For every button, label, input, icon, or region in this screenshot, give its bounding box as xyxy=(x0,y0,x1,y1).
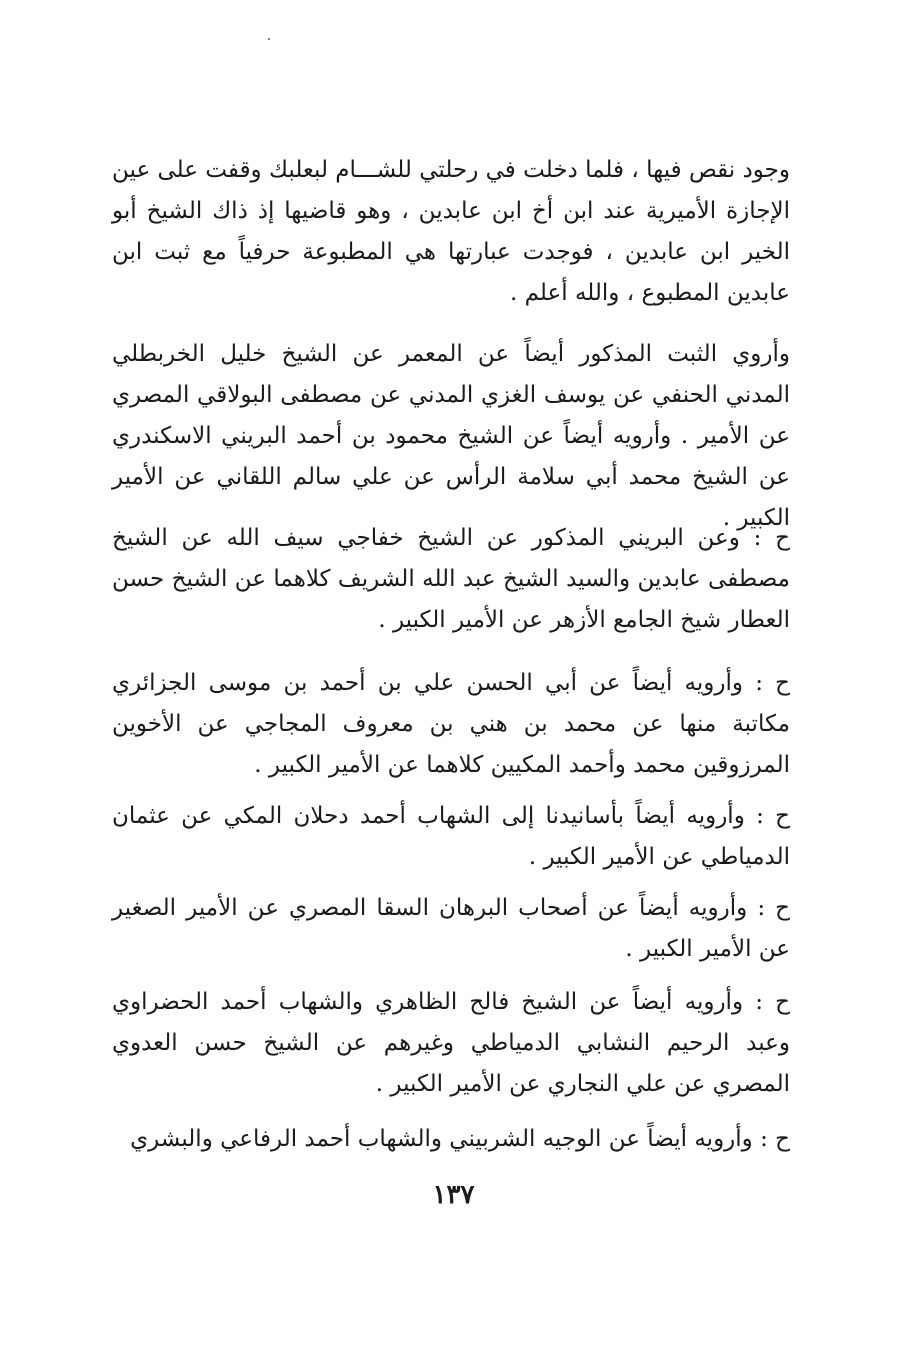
paragraph-8: ح : وأرويه أيضاً عن الوجيه الشربيني والشهاب أحمد الرفاعي والبشري xyxy=(130,1126,790,1152)
paragraph-3: ح : وعن البريني المذكور عن الشيخ خفاجي سيف الله عن الشيخ مصطفى عابدين والسيد الشيخ عبد الله الشريف كلاهما عن الشيخ حسن العطار شيخ الجامع الأزهر عن الأمير الكبير . xyxy=(112,525,790,633)
paragraph-4: ح : وأرويه أيضاً عن أبي الحسن علي بن أحمد بن موسى الجزائري مكاتبة منها عن محمد بن هني بن معروف المجاجي عن الأخوين المرزوقين محمد وأحمد المكيين كلاهما عن الأمير الكبير . xyxy=(112,670,790,778)
paragraph-5: ح : وأرويه أيضاً بأسانيدنا إلى الشهاب أحمد دحلان المكي عن عثمان الدمياطي عن الأمير الكبير . xyxy=(112,803,790,870)
page-number: ١٣٧ xyxy=(432,1180,475,1210)
paragraph-1: وجود نقص فيها ، فلما دخلت في رحلتي للشـــام لبعلبك وقفت على عين الإجازة الأميرية عند ابن أخ ابن عابدين ، وهو قاضيها إذ ذاك الشيخ أبو الخير ابن عابدين ، فوجدت عبارتها هي المطبوعة حرفياً مع ثبت ابن عابدين المطبوع ، والله أعلم . xyxy=(112,157,790,306)
paragraph-2: وأروي الثبت المذكور أيضاً عن المعمر عن الشيخ خليل الخربطلي المدني الحنفي عن يوسف الغزي المدني عن مصطفى البولاقي المصري عن الأمير . وأرويه أيضاً عن الشيخ محمود بن أحمد البريني الاسكندري عن الشيخ محمد أبي سلامة الرأس عن علي سالم اللقاني عن الأمير الكبير . xyxy=(112,341,790,531)
paragraph-7: ح : وأرويه أيضاً عن الشيخ فالح الظاهري والشهاب أحمد الحضراوي وعبد الرحيم النشابي الدمياطي وغيرهم عن الشيخ حسن العدوي المصري عن علي النجاري عن الأمير الكبير . xyxy=(112,989,790,1097)
scan-speck xyxy=(268,38,270,40)
paragraph-6: ح : وأرويه أيضاً عن أصحاب البرهان السقا المصري عن الأمير الصغير عن الأمير الكبير . xyxy=(112,895,790,962)
